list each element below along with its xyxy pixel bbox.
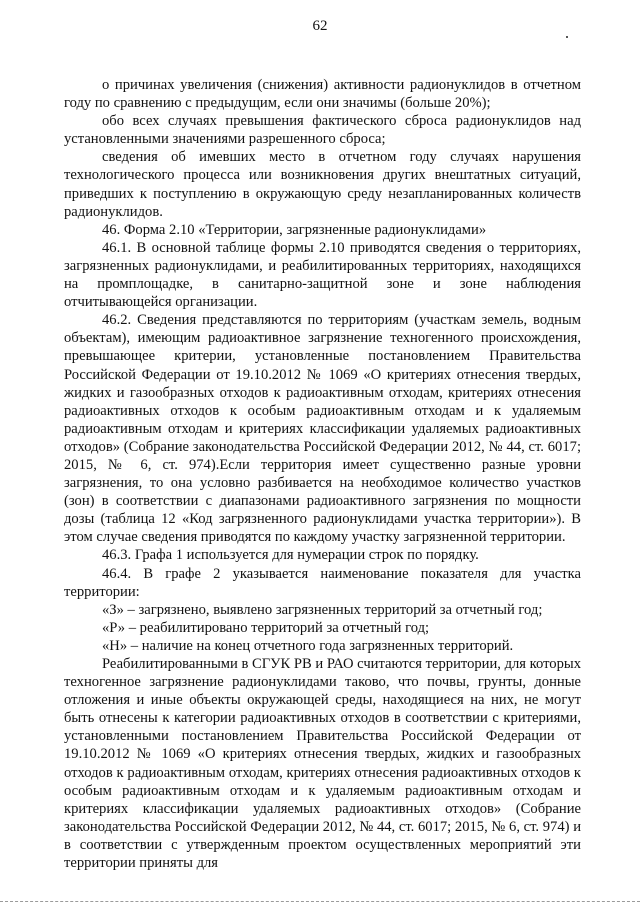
list-item-existing: «Н» – наличие на конец отчетного года загрязненных территорий. xyxy=(102,637,514,654)
list-item-rehabilitated: «Р» – реабилитировано территорий за отчетный год; xyxy=(102,619,430,636)
page-number: 62 xyxy=(312,18,328,34)
paragraph-discharge-excess-cases: обо всех случаях превышения фактического сброса радионуклидов над установленными значениями разрешенного сброса; xyxy=(64,113,581,148)
paragraph-radionuclide-activity-reasons: о причинах увеличения (снижения) активности радионуклидов в отчетном году по сравнению с предыдущим, если они значимы (больше 20%); xyxy=(64,77,581,112)
paragraph-46-1: 46.1. В основной таблице формы 2.10 приводятся сведения о территориях, загрязненных радионуклидами, и реабилитированных территориях, находящихся на промплощадке, в санитарно-защитной зоне и зоне наблюдения отчитывающейся организации. xyxy=(64,239,581,311)
scan-edge-line xyxy=(0,901,640,902)
paragraph-rehabilitated-definition: Реабилитированными в СГУК РВ и РАО считаются территории, для которых техногенное загрязнение радионуклидами таково, что почвы, грунты, донные отложения и иные объекты окружающей среды, находящиеся на них, не могут быть отнесены к категории радиоактивных отходов в соответствии с критериями, установленными постановлением Правительства Российской Федерации от 19.10.2012 № 1069 «О критериях отнесения твердых, жидких и газообразных отходов к радиоактивным отходам, критериях отнесения радиоактивных отходов к особым радиоактивным отходам и к удаляемым радиоактивным отходам и критериях классификации удаляемых радиоактивных отходов» (Собрание законодательства Российской Федерации 2012, № 44, ст. 6017; 2015, № 6, ст. 974) и в соответствии с утвержденным проектом осуществленных мероприятий эти территории приняты для xyxy=(64,656,581,872)
paragraph-46-2: 46.2. Сведения представляются по территориям (участкам земель, водным объектам), имеющим радиоактивное загрязнение техногенного происхождения, превышающее критерии, установленные постановлением Правительства Российской Федерации от 19.10.2012 № 1069 «О критериях отнесения твердых, жидких и газообразных отходов к радиоактивным отходам, критериях отнесения радиоактивных отходов к особым радиоактивным отходам и к удаляемым радиоактивным отходам и критериях классификации удаляемых радиоактивных отходов» (Собрание законодательства Российской Федерации 2012, № 44, ст. 6017; 2015, № 6, ст. 974).Если территория имеет существенно разные уровни загрязнения, то она условно разбивается на необходимое количество участков (зон) в соответствии с диапазонами радиоактивного загрязнения по мощности дозы (таблица 12 «Код загрязненного радионуклидами участка территории»). В этом случае сведения приводятся по каждому участку загрязненной территории. xyxy=(64,312,581,546)
scan-speck xyxy=(566,36,568,38)
paragraph-46-4: 46.4. В графе 2 указывается наименование показателя для участка территории: xyxy=(64,565,581,600)
paragraph-process-violations: сведения об имевших место в отчетном году случаях нарушения технологического процесса или возникновения других внештатных ситуаций, приведших к поступлению в окружающую среду незапланированных количеств радионуклидов. xyxy=(64,149,581,220)
list-item-contaminated: «З» – загрязнено, выявлено загрязненных территорий за отчетный год; xyxy=(102,601,543,618)
paragraph-46-3: 46.3. Графа 1 используется для нумерации строк по порядку. xyxy=(102,547,479,564)
section-heading-form-2-10: 46. Форма 2.10 «Территории, загрязненные радионуклидами» xyxy=(102,221,487,238)
document-body xyxy=(64,76,581,872)
